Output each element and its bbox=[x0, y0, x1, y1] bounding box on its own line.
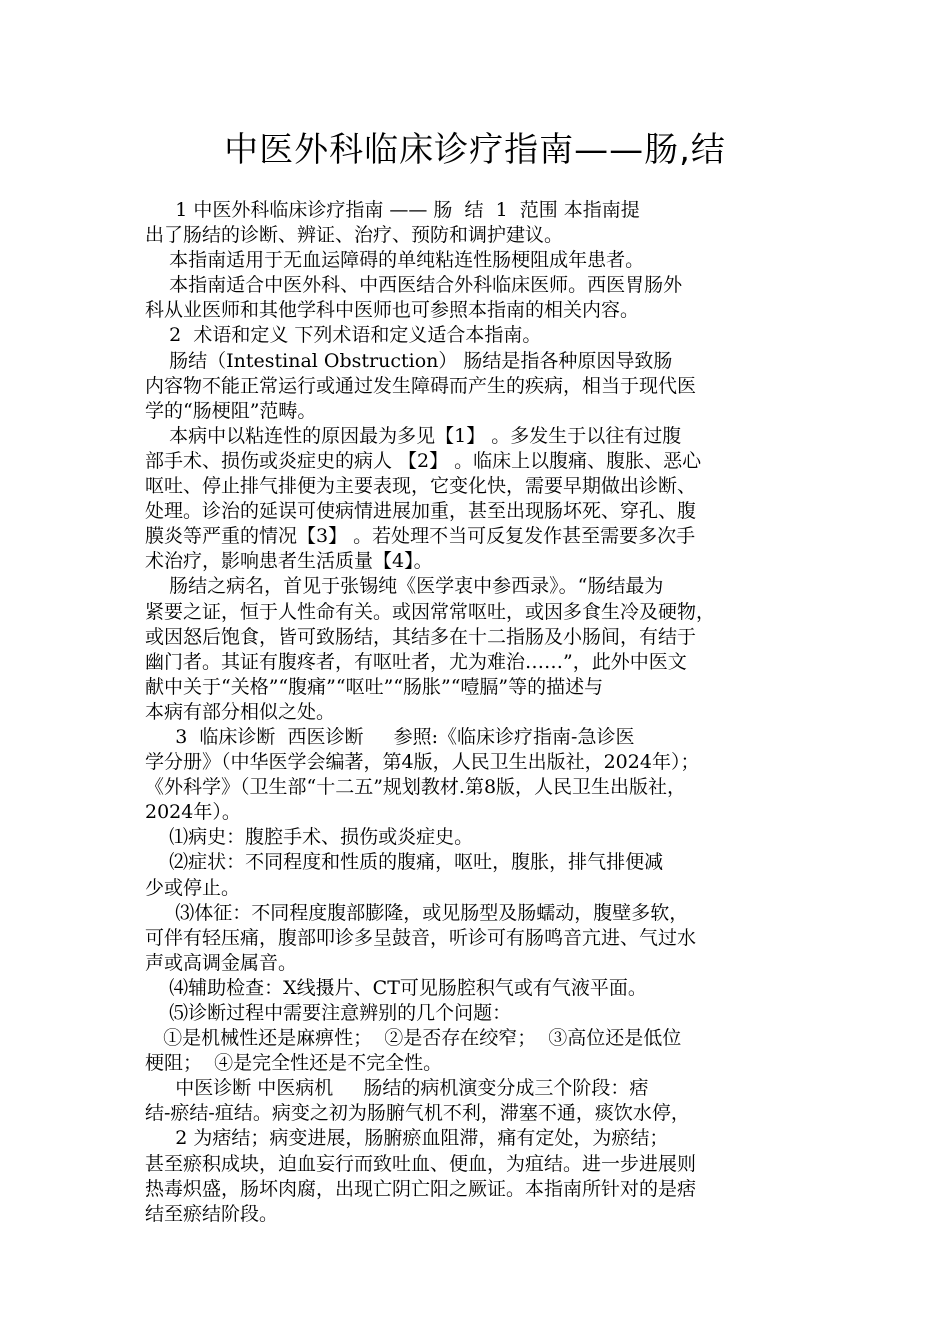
body-line: 术治疗，影响患者生活质量【4】。 bbox=[145, 550, 433, 573]
body-line: 结至瘀结阶段。 bbox=[145, 1202, 279, 1225]
body-line: 3 临床诊断 西医诊断 参照:《临床诊疗指南-急诊医 bbox=[145, 725, 635, 748]
body-line: 处理。诊治的延误可使病情进展加重，甚至出现肠坏死、穿孔、腹 bbox=[145, 500, 697, 523]
body-line: 或因怒后饱食，皆可致肠结，其结多在十二指肠及小肠间，有结于 bbox=[145, 625, 697, 648]
body-line: 紧要之证，恒于人性命有关。或因常常呕吐，或因多食生冷及硬物， bbox=[145, 600, 716, 623]
body-line: 《外科学》（卫生部“十二五”规划教材.第8版，人民卫生出版社， bbox=[145, 776, 687, 799]
body-line: ⑷辅助检查：X线摄片、CT可见肠腔积气或有气液平面。 bbox=[145, 976, 647, 999]
body-line: ⑸诊断过程中需要注意辨别的几个问题： bbox=[145, 1002, 512, 1024]
body-line: 本指南适合中医外科、中西医结合外科临床医师。西医胃肠外 bbox=[145, 274, 683, 297]
body-line: 呕吐、停止排气排便为主要表现，它变化快，需要早期做出诊断、 bbox=[145, 475, 697, 498]
body-line: 2 为痞结；病变进展，肠腑瘀血阻滞，痛有定处，为瘀结； bbox=[145, 1127, 669, 1150]
body-line: 本指南适用于无血运障碍的单纯粘连性肠梗阻成年患者。 bbox=[145, 249, 645, 272]
body-line: 出了肠结的诊断、辨证、治疗、预防和调护建议。 bbox=[145, 224, 564, 247]
body-line: ⑶体征：不同程度腹部膨隆，或见肠型及肠蠕动，腹壁多软， bbox=[145, 901, 689, 924]
body-line: 热毒炽盛，肠坏肉腐，出现亡阴亡阳之厥证。本指南所针对的是痞 bbox=[145, 1177, 697, 1200]
body-line: 梗阻； ④是完全性还是不完全性。 bbox=[145, 1052, 443, 1075]
body-line: 可伴有轻压痛，腹部叩诊多呈鼓音，听诊可有肠鸣音亢进、气过水 bbox=[145, 926, 697, 949]
body-line: 膜炎等严重的情况【3】 。若处理不当可反复发作甚至需要多次手 bbox=[145, 525, 696, 548]
body-line: 1 中医外科临床诊疗指南 —— 肠 结 1 范围 本指南提 bbox=[145, 199, 640, 221]
body-line: ⑵症状：不同程度和性质的腹痛，呕吐，腹胀，排气排便减 bbox=[145, 851, 664, 874]
body-line: 学分册》（中华医学会编著，第4版，人民卫生出版社，2024年）； bbox=[145, 751, 700, 774]
body-line: ①是机械性还是麻痹性； ②是否存在绞窄； ③高位还是低位 bbox=[145, 1027, 682, 1050]
body-line: 声或高调金属音。 bbox=[145, 951, 298, 974]
body-line: 2 术语和定义 下列术语和定义适合本指南。 bbox=[145, 324, 542, 347]
body-line: 肠结之病名，首见于张锡纯《医学衷中参西录》。“肠结最为 bbox=[145, 575, 664, 598]
body-line: 学的“肠梗阻”范畴。 bbox=[145, 399, 317, 422]
body-line: 科从业医师和其他学科中医师也可参照本指南的相关内容。 bbox=[145, 299, 640, 322]
body-line: 本病有部分相似之处。 bbox=[145, 700, 336, 723]
document-body bbox=[145, 198, 810, 1227]
body-line: 内容物不能正常运行或通过发生障碍而产生的疾病，相当于现代医 bbox=[145, 374, 697, 397]
document-title: 中医外科临床诊疗指南——肠,结 bbox=[224, 130, 726, 170]
body-line: 中医诊断 中医病机 肠结的病机演变分成三个阶段：痞 bbox=[145, 1077, 649, 1100]
body-line: ⑴病史：腹腔手术、损伤或炎症史。 bbox=[145, 826, 474, 849]
body-line: 甚至瘀积成块，迫血妄行而致吐血、便血，为疽结。进一步进展则 bbox=[145, 1152, 697, 1175]
body-line: 少或停止。 bbox=[145, 876, 241, 899]
body-line: 献中关于“关格”“腹痛”“呕吐”“肠胀”“噎膈”等的描述与 bbox=[145, 675, 604, 698]
body-line: 肠结（Intestinal Obstruction） 肠结是指各种原因导致肠 bbox=[145, 349, 673, 372]
body-line: 结-瘀结-疽结。病变之初为肠腑气机不利，滞塞不通，痰饮水停， bbox=[145, 1102, 690, 1125]
body-line: 部手术、损伤或炎症史的病人 【2】 。临床上以腹痛、腹胀、恶心 bbox=[145, 449, 702, 472]
body-line: 本病中以粘连性的原因最为多见【1】 。多发生于以往有过腹 bbox=[145, 424, 682, 447]
body-line: 2024年）。 bbox=[145, 801, 241, 824]
body-line: 幽门者。其证有腹疼者，有呕吐者，尤为难治……”，此外中医文 bbox=[145, 650, 687, 673]
